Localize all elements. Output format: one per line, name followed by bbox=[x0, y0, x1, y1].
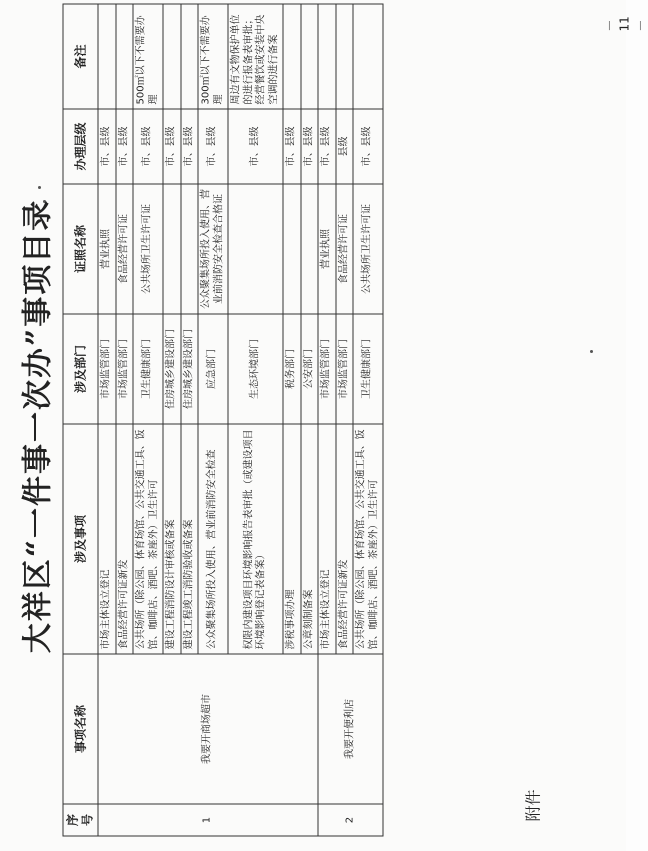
item-cell: 食品经营许可证新发 bbox=[115, 424, 133, 654]
note-cell: 500㎡以下不需要办理 bbox=[133, 4, 163, 109]
page-number: － 11 － bbox=[602, 15, 647, 31]
cert-cell: 公共场所卫生许可证 bbox=[353, 184, 383, 314]
attachment-label: 附件 bbox=[523, 788, 542, 821]
cert-cell: 公众聚集场所投入使用、营业前消防安全检查合格证 bbox=[198, 184, 228, 314]
cert-cell: 食品经营许可证 bbox=[335, 184, 353, 314]
item-cell: 市场主体设立登记 bbox=[318, 424, 336, 654]
level-cell: 市、县级 bbox=[283, 109, 301, 184]
cert-cell: 公共场所卫生许可证 bbox=[133, 184, 163, 314]
level-cell: 市、县级 bbox=[300, 109, 318, 184]
level-cell: 市、县级 bbox=[115, 109, 133, 184]
group-number: 2 bbox=[318, 804, 383, 836]
cert-cell bbox=[300, 184, 318, 314]
dept-cell: 市场监管部门 bbox=[98, 314, 116, 424]
dept-cell: 住房城乡建设部门 bbox=[180, 314, 198, 424]
header-cell: 备注 bbox=[63, 4, 98, 109]
note-cell: 周边有文物保护单位的进行报备表审批；经营餐饮或安装中央空调的进行备案 bbox=[228, 4, 283, 109]
dept-cell: 市场监管部门 bbox=[335, 314, 353, 424]
header-cell: 涉及事项 bbox=[63, 424, 98, 654]
table-header-row bbox=[63, 4, 98, 836]
item-cell: 建设工程消防设计审核或备案 bbox=[163, 424, 181, 654]
note-cell: 300㎡以下不需要办理 bbox=[198, 4, 228, 109]
level-cell: 市、县级 bbox=[198, 109, 228, 184]
dept-cell: 卫生健康部门 bbox=[353, 314, 383, 424]
table-row bbox=[318, 4, 336, 836]
item-cell: 公共场所（除公园、体育场馆、公共交通工具、饭馆、咖啡店、酒吧、茶座外）卫生许可 bbox=[353, 424, 383, 654]
note-cell bbox=[318, 4, 336, 109]
dept-cell: 生态环境部门 bbox=[228, 314, 283, 424]
note-cell bbox=[180, 4, 198, 109]
item-cell: 涉税事项办理 bbox=[283, 424, 301, 654]
dept-cell: 税务部门 bbox=[283, 314, 301, 424]
item-cell: 市场主体设立登记 bbox=[98, 424, 116, 654]
note-cell bbox=[335, 4, 353, 109]
cert-cell bbox=[228, 184, 283, 314]
header-cell: 序号 bbox=[63, 804, 98, 836]
table-row bbox=[98, 4, 116, 836]
header-cell: 涉及部门 bbox=[63, 314, 98, 424]
item-cell: 公众聚集场所投入使用、营业前消防安全检查 bbox=[198, 424, 228, 654]
item-cell: 食品经营许可证新发 bbox=[335, 424, 353, 654]
cert-cell bbox=[180, 184, 198, 314]
cert-cell: 营业执照 bbox=[98, 184, 116, 314]
header-cell: 办理层级 bbox=[63, 109, 98, 184]
level-cell: 县级 bbox=[335, 109, 353, 184]
level-cell: 市、县级 bbox=[318, 109, 336, 184]
level-cell: 市、县级 bbox=[180, 109, 198, 184]
dept-cell: 公安部门 bbox=[300, 314, 318, 424]
item-cell: 建设工程竣工消防验收或备案 bbox=[180, 424, 198, 654]
note-cell bbox=[283, 4, 301, 109]
service-table bbox=[62, 3, 383, 836]
note-cell bbox=[163, 4, 181, 109]
header-cell: 事项名称 bbox=[63, 654, 98, 804]
note-cell bbox=[115, 4, 133, 109]
cert-cell bbox=[163, 184, 181, 314]
level-cell: 市、县级 bbox=[163, 109, 181, 184]
dept-cell: 应急部门 bbox=[198, 314, 228, 424]
note-cell bbox=[300, 4, 318, 109]
dept-cell: 卫生健康部门 bbox=[133, 314, 163, 424]
page-title: 大祥区“一件事一次办”事项目录 bbox=[20, 198, 55, 653]
item-cell: 权限内建设项目环境影响报告表审批（或建设项目环境影响登记表备案） bbox=[228, 424, 283, 654]
cert-cell bbox=[283, 184, 301, 314]
level-cell: 市、县级 bbox=[133, 109, 163, 184]
item-cell: 公章刻制备案 bbox=[300, 424, 318, 654]
group-name: 我要开商场超市 bbox=[98, 654, 318, 804]
group-number: 1 bbox=[98, 804, 318, 836]
dept-cell: 市场监管部门 bbox=[318, 314, 336, 424]
group-name: 我要开便利店 bbox=[318, 654, 383, 804]
cert-cell: 营业执照 bbox=[318, 184, 336, 314]
item-cell: 公共场所（除公园、体育场馆、公共交通工具、饭馆、咖啡店、酒吧、茶座外）卫生许可 bbox=[133, 424, 163, 654]
note-cell bbox=[353, 4, 383, 109]
level-cell: 市、县级 bbox=[353, 109, 383, 184]
header-cell: 证照名称 bbox=[63, 184, 98, 314]
dept-cell: 市场监管部门 bbox=[115, 314, 133, 424]
level-cell: 市、县级 bbox=[228, 109, 283, 184]
dept-cell: 住房城乡建设部门 bbox=[163, 314, 181, 424]
cert-cell: 食品经营许可证 bbox=[115, 184, 133, 314]
note-cell bbox=[98, 4, 116, 109]
level-cell: 市、县级 bbox=[98, 109, 116, 184]
